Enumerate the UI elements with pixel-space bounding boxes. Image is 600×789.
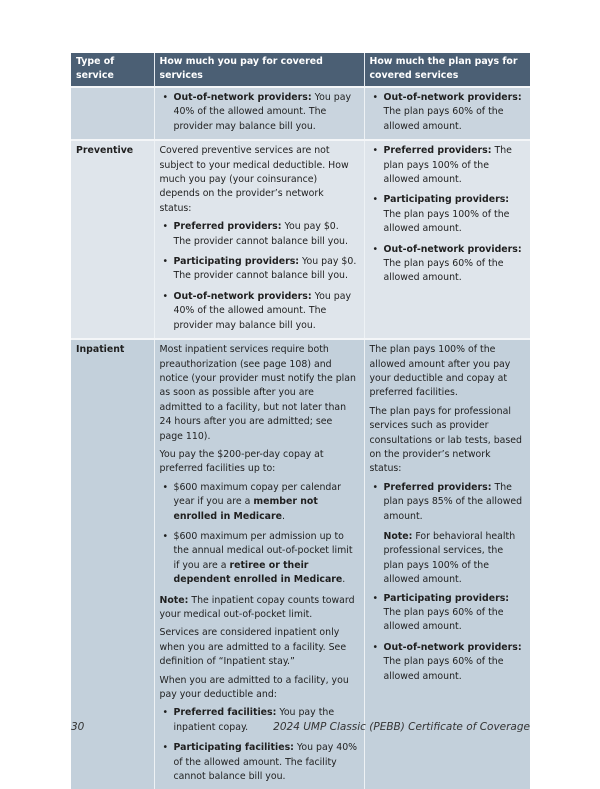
text: The plan pays 100% of the allowed amount. <box>383 208 510 235</box>
bold-text: Out-of-network providers: <box>383 243 522 255</box>
text: Services are considered inpatient only when you are admitted to a facility. See definition of “Inpatient stay.” <box>159 627 347 668</box>
bullet-item <box>370 144 526 187</box>
bullet-item <box>160 290 359 333</box>
text: $600 maximum per admission up to the annual medical out-of-pocket limit if you are a <box>173 530 353 571</box>
paragraph <box>370 405 526 477</box>
text: Most inpatient services require both preauthorization (see page 108) and notice (your provider must notify the plan as soon as possible after you are admitted to a facility, but not later than 24 hours after you are admitted; see page 110). <box>159 344 356 442</box>
text: You pay 40% of the allowed amount. The facility cannot balance bill you. <box>173 742 358 783</box>
plan-pays-cell <box>364 87 530 140</box>
page-number: 30 <box>71 721 85 733</box>
bullet-item <box>160 741 359 784</box>
table-header-row <box>71 53 530 87</box>
paragraph <box>160 343 359 444</box>
bullet-item <box>370 592 526 635</box>
bold-text: Preferred providers: <box>383 145 492 157</box>
text: The plan pays 100% of the allowed amount after you pay your deductible and copay at preferred facilities. <box>369 344 511 399</box>
text: When you are admitted to a facility, you pay your deductible and: <box>159 674 349 701</box>
bold-text: Preferred facilities: <box>173 707 277 719</box>
bold-text: Note: <box>383 530 413 542</box>
bold-text: member not enrolled in Medicare <box>173 496 318 522</box>
service-type-cell: Preventive <box>71 140 154 339</box>
bullet-item <box>370 91 526 134</box>
bold-text: Out-of-network providers: <box>383 641 522 653</box>
text: The plan pays 60% of the allowed amount. <box>383 106 504 132</box>
bold-text: Participating facilities: <box>173 742 294 754</box>
paragraph <box>160 594 359 623</box>
text: . <box>342 574 346 586</box>
bullet-item <box>160 481 359 524</box>
bold-text: Preferred providers: <box>383 481 492 493</box>
paragraph <box>160 144 359 216</box>
bullet-item <box>160 220 359 249</box>
text: The plan pays 60% of the allowed amount. <box>383 656 504 682</box>
paragraph <box>370 343 526 401</box>
bold-text: Participating providers: <box>173 256 300 268</box>
document-title: 2024 UMP Classic (PEBB) Certificate of Coverage <box>273 721 530 733</box>
service-type-cell <box>71 87 154 140</box>
bold-text: Participating providers: <box>383 194 510 206</box>
text: The plan pays 60% of the allowed amount. <box>383 607 504 633</box>
bold-text: Participating providers: <box>383 592 510 604</box>
header-plan-pays: How much the plan pays for covered services <box>364 53 530 87</box>
text: The inpatient copay counts toward your medical out-of-pocket limit. <box>159 594 355 620</box>
text: The plan pays 85% of the allowed amount. <box>383 481 523 522</box>
bold-text: Preferred providers: <box>173 221 282 233</box>
bullet-item <box>370 481 526 524</box>
bullet-item <box>370 193 526 236</box>
text: $600 maximum copay per calendar year if you are a <box>173 481 341 508</box>
text: For behavioral health professional services, the plan pays 100% of the allowed amount. <box>383 530 516 586</box>
bullet-item <box>370 243 526 286</box>
text: You pay the $200-per-day copay at preferred facilities up to: <box>159 448 324 475</box>
text: The plan pays for professional services such as provider consultations or lab tests, based on the provider’s network status: <box>369 405 523 475</box>
text: . <box>282 510 285 522</box>
text: The plan pays 100% of the allowed amount. <box>383 145 512 186</box>
bold-text: Out-of-network providers: <box>173 290 312 302</box>
bullet-item <box>370 641 526 684</box>
you-pay-cell <box>154 140 364 339</box>
bullet-item <box>160 91 359 134</box>
text: You pay 40% of the allowed amount. The provider may balance bill you. <box>173 290 351 331</box>
bold-text: Note: <box>159 594 189 606</box>
header-type-of-service: Type of service <box>71 53 154 87</box>
bullet-item <box>160 530 359 588</box>
header-you-pay: How much you pay for covered services <box>154 53 364 87</box>
paragraph <box>160 448 359 477</box>
service-type-cell: Inpatient <box>71 339 154 789</box>
bold-text: retiree or their dependent enrolled in Medicare <box>173 559 343 586</box>
paragraph <box>370 530 526 588</box>
text: The plan pays 60% of the allowed amount. <box>383 258 504 284</box>
text: You pay the inpatient copay. <box>173 707 335 733</box>
you-pay-cell <box>154 87 364 140</box>
table-row <box>71 140 530 339</box>
bullet-item <box>160 255 359 284</box>
text: Covered preventive services are not subject to your medical deductible. How much you pay (your coinsurance) depends on the provider’s network status: <box>159 145 349 214</box>
paragraph <box>160 674 359 703</box>
bold-text: Out-of-network providers: <box>173 92 312 103</box>
table-row <box>71 87 530 140</box>
text: You pay $0. The provider cannot balance bill you. <box>173 256 357 282</box>
paragraph <box>160 626 359 669</box>
bold-text: Out-of-network providers: <box>383 92 522 103</box>
plan-pays-cell <box>364 140 530 339</box>
text: You pay $0. The provider cannot balance bill you. <box>173 221 348 247</box>
coverage-table <box>71 53 530 789</box>
text: You pay 40% of the allowed amount. The provider may balance bill you. <box>173 92 351 132</box>
